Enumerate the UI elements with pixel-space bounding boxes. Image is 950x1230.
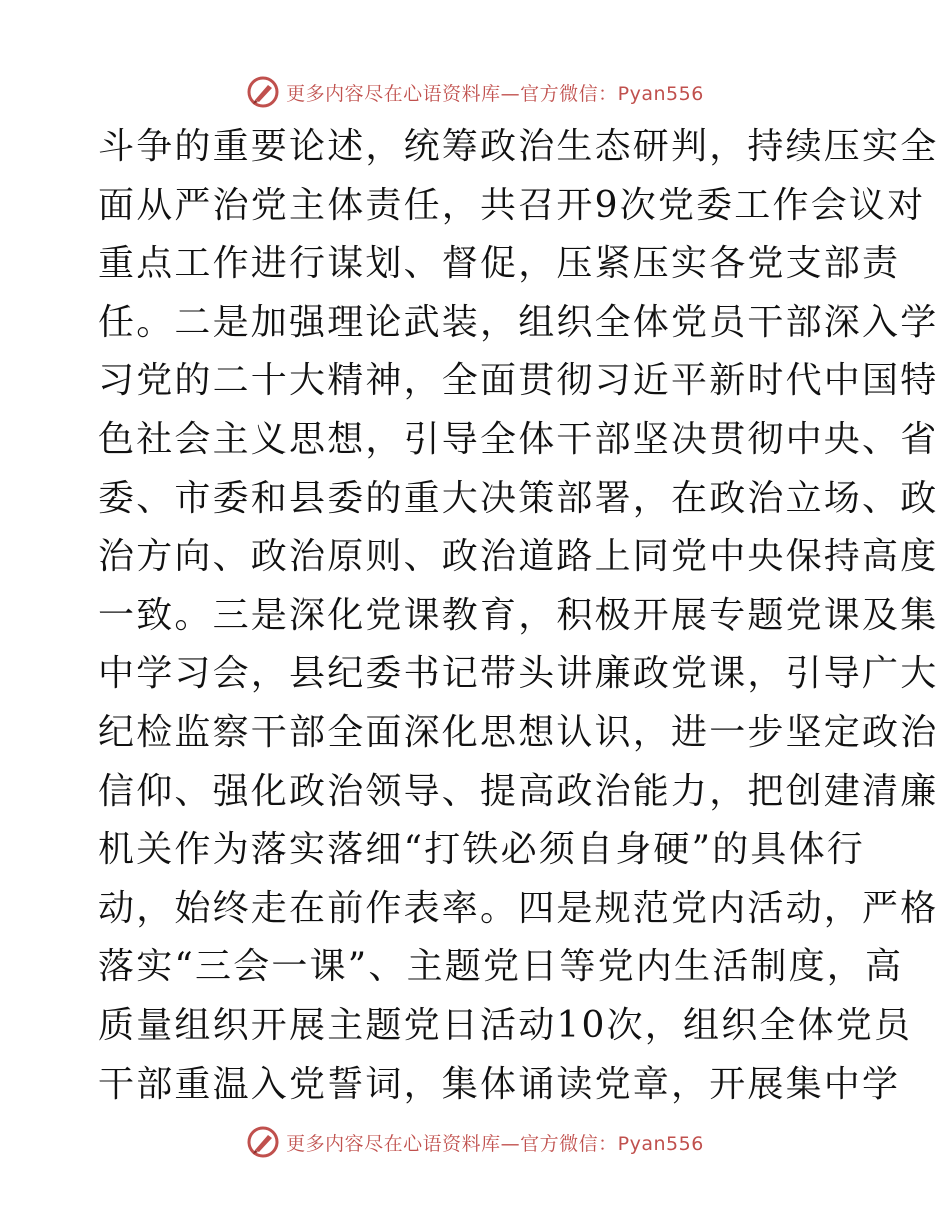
body-line: 落实“三会一课”、主题党日等党内生活制度，高 [98, 946, 904, 988]
body-line: 色社会主义思想，引导全体干部坚决贯彻中央、省 [98, 418, 939, 460]
body-line: 干部重温入党誓词，集体诵读党章，开展集中学 [98, 1063, 901, 1105]
body-line: 纪检监察干部全面深化思想认识，进一步坚定政治 [98, 711, 939, 753]
watermark-text: 更多内容尽在心语资料库—官方微信：Pyan556 [286, 82, 704, 105]
pen-logo-icon [246, 1125, 280, 1159]
pen-logo-icon [246, 75, 280, 109]
document-body [98, 118, 939, 1114]
body-line: 委、市委和县委的重大决策部署，在政治立场、政 [98, 477, 939, 519]
body-line: 机关作为落实落细“打铁必须自身硬”的具体行 [98, 829, 866, 871]
footer-watermark [0, 1124, 950, 1160]
body-line: 中学习会，县纪委书记带头讲廉政党课，引导广大 [98, 653, 939, 695]
header-watermark [0, 74, 950, 110]
watermark-text: 更多内容尽在心语资料库—官方微信：Pyan556 [286, 1132, 704, 1155]
body-line: 面从严治党主体责任，共召开9次党委工作会议对 [98, 184, 926, 226]
body-line: 习党的二十大精神，全面贯彻习近平新时代中国特 [98, 360, 939, 402]
body-line: 一致。三是深化党课教育，积极开展专题党课及集 [98, 594, 939, 636]
body-line: 任。二是加强理论武装，组织全体党员干部深入学 [98, 301, 939, 343]
body-line: 斗争的重要论述，统筹政治生态研判，持续压实全 [98, 126, 939, 167]
body-line: 质量组织开展主题党日活动10次，组织全体党员 [98, 1004, 913, 1046]
body-line: 重点工作进行谋划、督促，压紧压实各党支部责 [98, 243, 901, 285]
body-line: 动，始终走在前作表率。四是规范党内活动，严格 [98, 887, 939, 929]
body-line: 信仰、强化政治领导、提高政治能力，把创建清廉 [98, 770, 939, 812]
body-line: 治方向、政治原则、政治道路上同党中央保持高度 [98, 536, 939, 578]
